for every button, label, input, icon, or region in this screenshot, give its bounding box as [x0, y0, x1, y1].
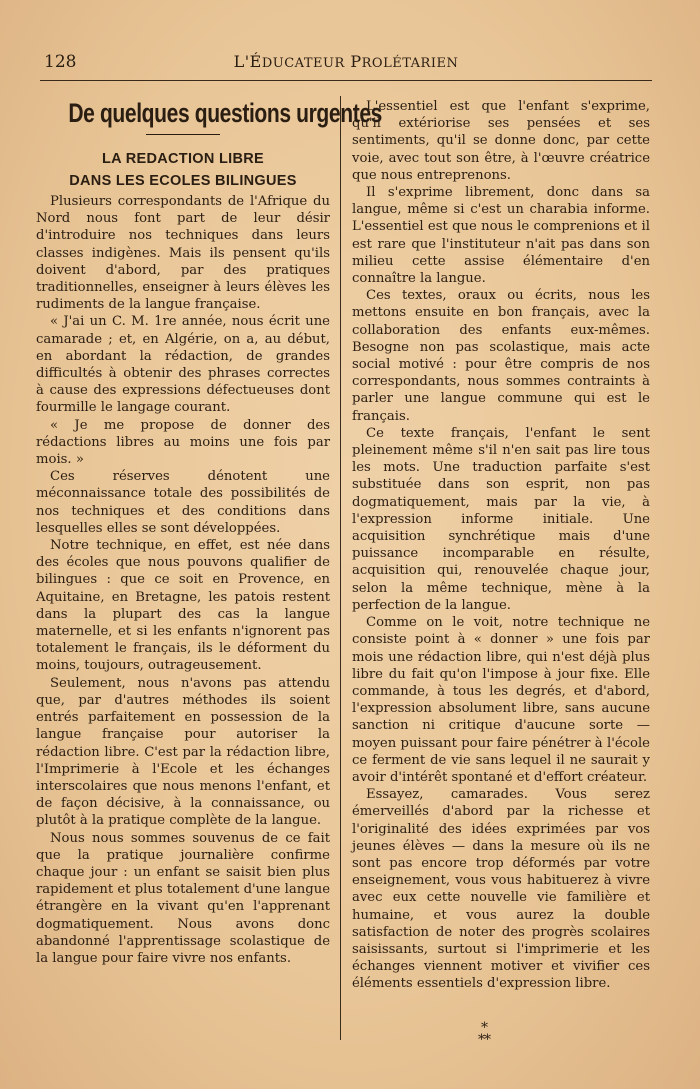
paragraph: Nous nous sommes souvenus de ce fait que la pratique journalière confirme chaque jour : un enfant se saisit bien plus rapidement et plus totalement d'une langue étrangère en la vivant qu'en l'apprenant dogmatiquement. Nous avons donc abandonné l'apprentissage scolastique de la langue pour faire vivre nos enfants.	[36, 830, 330, 966]
paragraph: Comme on le voit, notre technique ne consiste point à « donner » une fois par mois une rédaction libre, qui n'est déjà plus libre du fait qu'on l'impose à jour fixe. Elle commande, à tous les degrés, et d'abord, l'expression absolument libre, sans aucune sanction ni critique d'aucune sorte — moyen puissant pour faire pénétrer à l'école ce ferment de vie sans lequel il ne saurait y avoir d'intérêt spontané et d'effort créateur.	[352, 615, 650, 785]
article-subtitle-line1: LA REDACTION LIBRE	[102, 151, 264, 167]
journal-title-smallcaps: ROLÉTARIEN	[361, 56, 459, 71]
right-column	[352, 98, 650, 993]
paragraph: Il s'exprime librement, donc dans sa langue, même si c'est un charabia informe. L'essentiel est que nous le comprenions et il est rare que l'instituteur n'ait pas dans son milieu cette assise élémentaire d'en connaître la langue.	[352, 185, 650, 287]
paragraph: Essayez, camarades. Vous serez émerveillés d'abord par la richesse et l'originalité des idées exprimées par vos jeunes élèves — dans la mesure où ils ne sont pas encore trop déformés par votre enseignement, vous vous habituerez à vivre avec eux cette nouvelle vie familière et humaine, et vous aurez la double satisfaction de noter des progrès scolaires saisissants, surtout si l'imprimerie et les échanges viennent motiver et vivifier ces éléments essentiels d'expression libre.	[352, 787, 650, 992]
paragraph: Ce texte français, l'enfant le sent pleinement même s'il n'en sait pas lire tous les mots. Une traduction parfaite s'est substituée dans son esprit, non pas dogmatiquement, mais par la vie, à l'expression informe initiale. Une acquisition synchrétique mais d'une puissance incomparable en résulte, acquisition qui, renouvelée chaque jour, selon la même technique, mène à la perfection de la langue.	[352, 425, 650, 613]
paragraph: L'essentiel est que l'enfant s'exprime, qu'il extériorise ses pensées et ses sentiments, qu'il se donne donc, par cette voie, avec tout son être, à l'œuvre créatrice que nous entreprenons.	[352, 99, 650, 183]
paragraph: « J'ai un C. M. 1re année, nous écrit une camarade ; et, en Algérie, on a, au début, en abordant la rédaction, de grandes difficultés à obtenir des phrases correctes à cause des expressions défectueuses dont fourmille le langage courant.	[36, 314, 330, 416]
header-rule	[40, 80, 652, 81]
paragraph: Ces réserves dénotent une méconnaissance totale des possibilités de nos techniques et des conditions dans lesquelles elles se sont développées.	[36, 469, 330, 536]
paragraph: Ces textes, oraux ou écrits, nous les mettons ensuite en bon français, avec la collaboration des enfants eux-mêmes. Besogne non pas scolastique, mais acte social motivé : pour être compris de nos correspondants, nous sommes contraints à parler une langue commune qui est le français.	[352, 288, 650, 424]
left-column	[36, 98, 382, 967]
page-number: 128	[44, 52, 77, 72]
paragraph: Seulement, nous n'avons pas attendu que, par d'autres méthodes ils soient entrés parfaitement en possession de la langue française pour autoriser la rédaction libre. C'est par la rédaction libre, l'Imprimerie à l'Ecole et les échanges interscolaires que nous menons l'enfant, et de façon décisive, à la connaissance, ou plutôt à la pratique complète de la langue.	[36, 675, 330, 829]
journal-title-smallcaps: DUCATEUR	[261, 56, 345, 71]
running-header	[40, 52, 652, 78]
journal-title	[40, 52, 652, 71]
journal-title-part: P	[344, 52, 362, 71]
journal-title-part: L'É	[233, 52, 262, 71]
title-rule	[146, 134, 220, 135]
article-subtitle-line2: DANS LES ECOLES BILINGUES	[69, 173, 297, 189]
paragraph: Notre technique, en effet, est née dans des écoles que nous pouvons qualifier de bilingues : que ce soit en Provence, en Aquitaine, en Bretagne, les patois restent dans la plupart des cas la langue maternelle, et si les enfants n'ignorent pas totalement le français, ils le déforment du moins, toujours, outrageusement.	[36, 538, 330, 674]
column-divider	[340, 96, 341, 1040]
paragraph: « Je me propose de donner des rédactions libres au moins une fois par mois. »	[36, 417, 330, 468]
paragraph: Plusieurs correspondants de l'Afrique du Nord nous font part de leur désir d'introduire nos techniques dans leurs classes indigènes. Mais ils pensent qu'ils doivent d'abord, par des pratiques traditionnelles, enseigner à leurs élèves les rudiments de la langue française.	[36, 194, 330, 313]
end-ornament	[478, 1020, 490, 1048]
article-title: De quelques questions urgentes	[68, 98, 382, 128]
ornament-star-top: *	[481, 1020, 487, 1036]
ornament-stars-bottom: **	[478, 1032, 490, 1048]
